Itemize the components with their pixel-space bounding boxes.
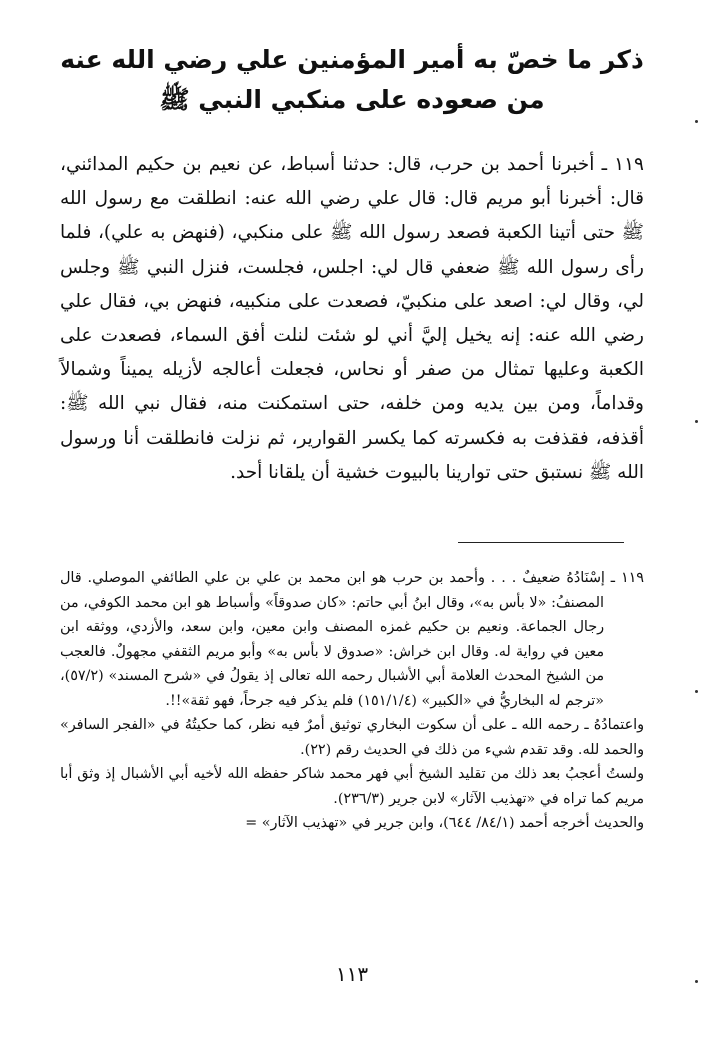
footnote-paragraph-4: والحديث أخرجه أحمد (٨٤/١/ ٦٤٤)، وابن جرير في «تهذيب الآثار» = — [245, 815, 644, 831]
scan-speck — [695, 980, 698, 983]
hadith-body: ـ أخبرنا أحمد بن حرب، قال: حدثنا أسباط، عن نعيم بن حكيم المدائني، قال: أخبرنا أبو مريم قال: قال علي رضي الله عنه: انطلقت مع رسول الله ﷺ حتى أتينا الكعبة فصعد رسول الله ﷺ على منكبي، (فنهض به علي)، فلما رأى رسول الله ﷺ ضعفي قال لي: اجلس، فجلست، فنزل النبي ﷺ وجلس لي، وقال لي: اصعد على منكبيّ، فصعدت على منكبيه، فنهض بي، فقال علي رضي الله عنه: إنه يخيل إليَّ أني لو شئت لنلت أفق السماء، فصعدت على الكعبة وعليها تمثال من صفر أو نحاس، فجعلت أعالجه لأزيله يميناً وشمالاً وقداماً، ومن بين يديه ومن خلفه، حتى استمكنت منه، فقال نبي الله ﷺ: أقذفه، فقذفت به فكسرته كما يكسر القوارير، ثم نزلت فانطلقت أنا ورسول الله ﷺ نستبق حتى توارينا بالبيوت خشية أن يلقانا أحد. — [60, 154, 644, 483]
heading-line-1: ذكر ما خصّ به أمير المؤمنين علي رضي الله عنه — [60, 45, 644, 74]
section-heading — [60, 40, 644, 120]
heading-line-2: من صعوده على منكبي النبي ﷺ — [159, 85, 545, 114]
scan-speck — [695, 690, 698, 693]
footnote-paragraph-2: واعتمادُهُ ـ رحمه الله ـ على أن سكوت البخاري توثيق أمرٌ فيه نظر، كما حكيتُهُ في «الفجر السافر» والحمد لله. وقد تقدم شيء من ذلك في الحديث رقم (٢٢). — [60, 717, 644, 758]
footnote-paragraph-3: ولستُ أعجبُ بعد ذلك من تقليد الشيخ أبي فهر محمد شاكر حفظه الله لأخيه أبي الأشبال إذ وثق أبا مريم كما تراه في «تهذيب الآثار» لابن جرير (٢٣٦/٣). — [60, 766, 644, 807]
hadith-number: ١١٩ — [614, 154, 644, 175]
footnote-divider — [458, 542, 624, 543]
footnote-paragraph-1: ١١٩ ـ إسْنَادُهُ ضعيفٌ . . . وأحمد بن حرب هو ابن محمد بن علي بن علي الطائفي الموصلي. قال المصنفُ: «لا بأس به»، وقال ابنُ أبي حاتم: «كان صدوقاً» وأسباط هو ابن محمد الكوفي، من رجال الجماعة. ونعيم بن حكيم غمزه المصنف وابن معين، وابن سعد، والأزدي، ووثقه ابن معين في رواية له. وقال ابن خراش: «صدوق لا بأس به» وأبو مريم الثقفي مجهولٌ. فالعجب من الشيخ المحدث العلامة أبي الأشبال رحمه الله تعالى إذ يقولُ في «شرح المسند» (٥٧/٢)، «ترجم له البخاريُّ في «الكبير» (١٥١/١/٤) فلم يذكر فيه جرحاً، فهو ثقة»!!. — [60, 570, 644, 709]
hadith-text-block — [60, 148, 644, 490]
scan-speck — [695, 120, 698, 123]
scan-speck — [695, 420, 698, 423]
page-number: ١١٣ — [335, 962, 369, 986]
footnotes — [60, 566, 644, 836]
